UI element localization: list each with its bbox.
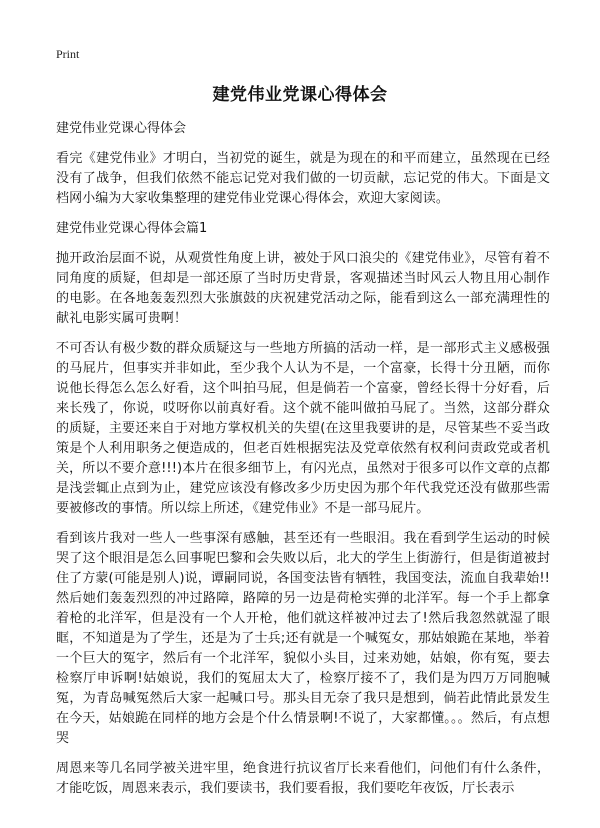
intro-paragraph: 看完《建党伟业》才明白，当初党的诞生，就是为现在的和平而建立，虽然现在已经没有了战争，但我们依然不能忘记党对我们做的一切贡献，忘记党的伟大。下面是文档网小编为大家收集整理的建党伟业党课心得体会，欢迎大家阅读。	[56, 151, 550, 206]
section-heading: 建党伟业党课心得体会篇1	[56, 221, 208, 236]
print-link[interactable]: Print	[56, 47, 80, 61]
page-title: 建党伟业党课心得体会	[212, 85, 388, 105]
article-subtitle: 建党伟业党课心得体会	[56, 121, 187, 136]
body-paragraph: 看到该片我对一些人一些事深有感触，甚至还有一些眼泪。我在看到学生运动的时候哭了这个眼泪是怎么回事呢巴黎和会失败以后，北大的学生上街游行，但是街道被封住了方蒙(可能是别人)说，谭嗣同说，各国变法皆有牺牲，我国变法，流血自我辈始!!然后她们轰轰烈烈的冲过路障，路障的另一边是荷枪实弹的北洋军。每一个手上都拿着枪的北洋军，但是没有一个人开枪，他们就这样被冲过去了!然后我忽然就湿了眼眶，不知道是为了学生，还是为了士兵;还有就是一个喊冤女，那姑娘跪在某地，举着一个巨大的冤字，然后有一个北洋军，貌似小头目，过来劝她，姑娘，你有冤，要去检察厅申诉啊!姑娘说，我们的冤屈太大了，检察厅接不了，我们是为四万万同胞喊冤，为青岛喊冤然后大家一起喊口号。那头目无奈了我只是想到，倘若此情此景发生在今天，姑娘跪在同样的地方会是个什么情景啊!不说了，大家都懂。。。然后，有点想哭	[56, 531, 550, 746]
body-paragraph: 抛开政治层面不说，从观赏性角度上讲，被处于风口浪尖的《建党伟业》，尽管有着不同角度的质疑，但却是一部还原了当时历史背景，客观描述当时风云人物且用心制作的电影。在各地轰轰烈烈大张旗鼓的庆祝建党活动之际，能看到这么一部充满理性的献礼电影实属可贵啊！	[56, 251, 550, 326]
body-paragraph: 不可否认有极少数的群众质疑这与一些地方所搞的活动一样，是一部形式主义感极强的马屁片，但事实并非如此，至少我个人认为不是，一个富豪，长得十分丑陋，而你说他长得怎么怎么好看，这个叫拍马屁，但是倘若一个富豪，曾经长得十分好看，后来长残了，你说，哎呀你以前真好看。这个就不能叫做拍马屁了。当然，这部分群众的质疑，主要还来自于对地方掌权机关的失望(在这里我要讲的是，尽管某些不妥当政策是个人利用职务之便造成的，但老百姓根据宪法及党章依然有权利问责政党或者机关，所以不要介意!!!)本片在很多细节上，有闪光点，虽然对于很多可以作文章的点都是浅尝辄止点到为止，建党应该没有修改多少历史因为那个年代我党还没有做那些需要被修改的事情。所以综上所述，《建党伟业》不是一部马屁片。	[56, 341, 550, 516]
article-body	[56, 119, 550, 809]
body-paragraph: 周恩来等几名同学被关进牢里，绝食进行抗议省厅长来看他们，问他们有什么条件，才能吃饭，周恩来表示，我们要读书，我们要看报，我们要吃年夜饭，厅长表示	[56, 761, 550, 796]
